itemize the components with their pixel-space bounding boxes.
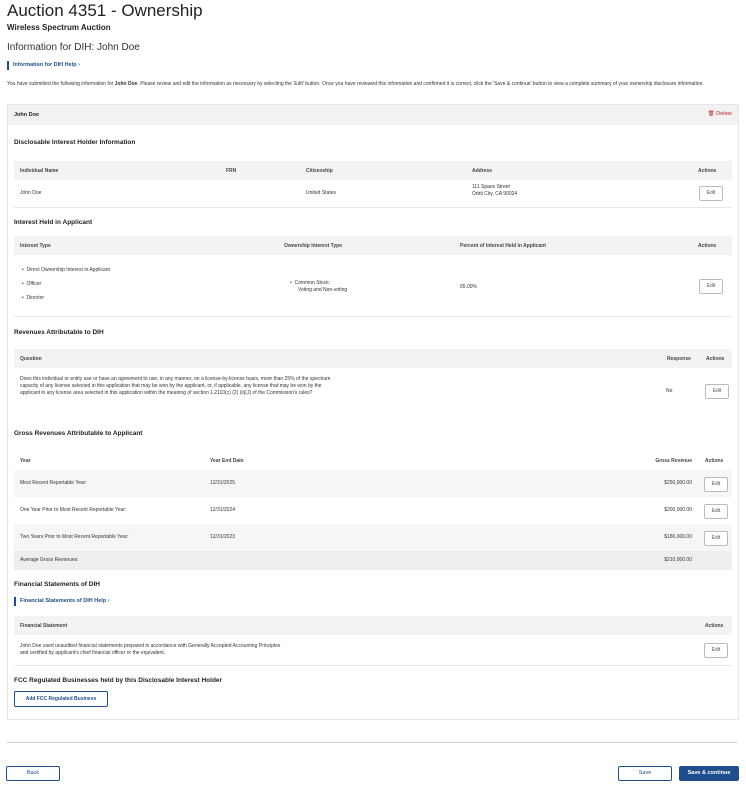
edit-interest-button[interactable]: Edit <box>699 279 723 294</box>
financial-help-label[interactable]: Financial Statements of DIH Help <box>20 598 107 604</box>
revenues-dih-header <box>14 349 732 368</box>
year-label: One Year Prior to Most Recent Reportable Year: <box>20 507 127 513</box>
response-cell: No <box>666 388 673 394</box>
financial-help-link[interactable] <box>14 597 110 606</box>
delete-label[interactable]: Delete <box>716 111 732 117</box>
divider <box>14 207 732 208</box>
delete-button[interactable] <box>708 111 732 117</box>
dih-help-link[interactable] <box>7 61 80 70</box>
percent-cell: 65.00% <box>460 284 477 290</box>
col-citizenship: Citizenship <box>306 168 333 174</box>
fcc-title: FCC Regulated Businesses held by this Disclosable Interest Holder <box>14 677 223 684</box>
table-row <box>14 180 732 208</box>
list-item: • Officer <box>22 281 42 287</box>
statement-line2: and certified by applicant's chief financial officer or the equivalent. <box>20 650 166 656</box>
table-row <box>14 497 732 524</box>
col-actions: Actions <box>698 168 717 174</box>
table-row <box>14 635 732 665</box>
table-row <box>14 470 732 497</box>
col-year: Year <box>20 458 31 464</box>
dih-help-label[interactable]: Information for DIH Help <box>13 62 77 68</box>
chevron-right-icon: › <box>107 598 110 604</box>
divider <box>14 665 732 666</box>
ownership-line1: Common Stock: <box>294 280 331 286</box>
financial-header <box>14 616 732 635</box>
col-actions: Actions <box>705 623 724 629</box>
average-row <box>14 551 732 570</box>
panel-header <box>8 105 738 125</box>
ownership-type-cell: • Common Stock: Voting and Non-voting <box>290 280 348 293</box>
edit-financial-button[interactable]: Edit <box>704 643 728 658</box>
col-frn: FRN <box>226 168 237 174</box>
gross-revenue-value: $180,000.00 <box>664 534 692 540</box>
table-row <box>14 524 732 551</box>
col-interest-type: Interest Type <box>20 243 51 249</box>
year-end-date: 12/31/2023 <box>210 534 236 540</box>
footer-divider <box>7 742 737 743</box>
average-value: $210,000.00 <box>664 557 692 563</box>
gross-revenues-title: Gross Revenues Attributable to Applicant <box>14 430 143 437</box>
col-gross-revenue: Gross Revenue <box>655 458 692 464</box>
gross-revenues-header <box>14 451 732 470</box>
col-ownership-type: Ownership Interest Type <box>284 243 342 249</box>
average-label: Average Gross Revenues: <box>20 557 79 563</box>
col-percent: Percent of Interest Held in Applicant <box>460 243 546 249</box>
col-financial-statement: Financial Statement <box>20 623 68 629</box>
list-item: • Direct Ownership Interest in Applicant <box>22 267 110 273</box>
col-year-end-date: Year End Date <box>210 458 244 464</box>
intro-text <box>7 81 742 88</box>
intro-part1: You have submitted the following information for <box>7 81 115 87</box>
dih-name-cell: John Doe <box>20 190 42 196</box>
col-actions: Actions <box>705 458 724 464</box>
financial-statement-cell <box>20 643 280 657</box>
table-row <box>14 257 732 315</box>
ownership-line2: Voting and Non-voting <box>298 287 348 293</box>
interest-title: Interest Held in Applicant <box>14 219 93 226</box>
year-label: Two Years Prior to Most Recent Reportable Year: <box>20 534 129 540</box>
col-address: Address <box>472 168 493 174</box>
page-subtitle: Wireless Spectrum Auction <box>7 23 111 32</box>
interest-header <box>14 236 732 255</box>
edit-dih-info-button[interactable]: Edit <box>699 186 723 201</box>
edit-gross-revenue-button[interactable]: Edit <box>704 477 728 492</box>
year-end-date: 12/31/2025 <box>210 480 236 486</box>
edit-revenues-dih-button[interactable]: Edit <box>705 384 729 399</box>
col-actions: Actions <box>706 356 725 362</box>
address-line2: Orbit City, CA 90024 <box>472 191 518 197</box>
dih-info-title: Disclosable Interest Holder Information <box>14 139 136 146</box>
statement-line1: John Doe used unaudited financial statements prepared in accordance with Generally Accepted Accounting Principles <box>20 643 281 649</box>
dih-panel <box>7 104 739 720</box>
interest-type-list <box>22 267 110 302</box>
save-continue-button[interactable]: Save & continue <box>679 766 739 781</box>
interest-type-1: Direct Ownership Interest in Applicant <box>26 267 110 273</box>
panel-dih-name: John Doe <box>14 112 40 118</box>
question-cell: Does this individual or entity use or have an agreement to use, in any manner, on a license-by-license basis, more than 25% of the spectrum capacity of any license selected in this application that may be won by the applicant, or, if applicable, any license that may be won by the applicant in any license area selected in this application within the meaning of section 1.2110(c) (2) (ii)(J) of the Commission's rules? <box>20 376 331 396</box>
financial-title: Financial Statements of DIH <box>14 581 100 588</box>
add-fcc-business-button[interactable]: Add FCC Regulated Business <box>14 691 108 707</box>
revenues-dih-title: Revenues Attributable to DIH <box>14 329 104 336</box>
address-line1: 111 Space Street <box>472 184 510 190</box>
trash-icon: 🗑 <box>707 111 715 117</box>
list-item: • Director <box>22 295 45 301</box>
divider <box>14 316 732 317</box>
dih-address-cell <box>472 184 517 198</box>
col-question: Question <box>20 356 42 362</box>
back-button[interactable]: Back <box>6 766 60 781</box>
gross-revenue-value: $200,000.00 <box>664 507 692 513</box>
intro-part2: . Please review and edit the information as necessary by selecting the 'Edit' button. Once you have reviewed this information and confirmed it is correct, click the 'Save & continue' button to view a complete summary of your ownership disclosure information. <box>137 81 704 87</box>
save-button[interactable]: Save <box>618 766 672 781</box>
dih-info-header <box>14 161 732 180</box>
intro-name: John Doe <box>114 81 138 87</box>
year-label: Most Recent Reportable Year: <box>20 480 87 486</box>
col-individual-name: Individual Name <box>20 168 59 174</box>
edit-gross-revenue-button[interactable]: Edit <box>704 531 728 546</box>
dih-heading: Information for DIH: John Doe <box>7 42 140 53</box>
dih-citizenship-cell: United States <box>306 190 337 196</box>
edit-gross-revenue-button[interactable]: Edit <box>704 504 728 519</box>
col-actions: Actions <box>698 243 717 249</box>
interest-type-3: Director <box>26 295 45 301</box>
gross-revenue-value: $250,000.00 <box>664 480 692 486</box>
col-response: Response <box>667 356 691 362</box>
year-end-date: 12/31/2024 <box>210 507 236 513</box>
page-title: Auction 4351 - Ownership <box>7 1 203 20</box>
table-row <box>14 368 732 414</box>
chevron-right-icon: › <box>78 62 80 68</box>
interest-type-2: Officer <box>26 281 42 287</box>
